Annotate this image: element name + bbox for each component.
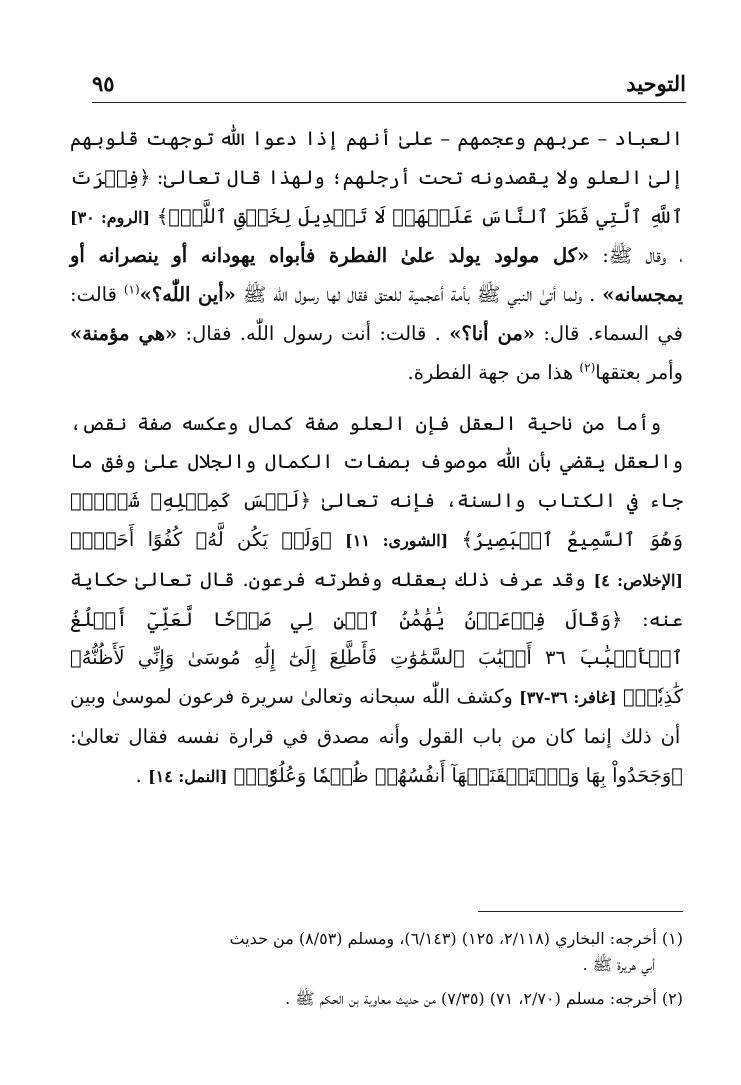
- verse-reference: [الشورى: ١١]: [345, 530, 449, 550]
- footnote-1: [70, 926, 683, 978]
- quran-verse: ﴿لَيۡسَ كَمِثۡلِهِۦ شَيۡءٞۖ وَهُوَ ٱلسَّمِيعُ ٱلۡبَصِيرُ﴾: [70, 489, 684, 551]
- text-span: قالت: في السماء. قال:: [70, 283, 684, 345]
- text-span: هذا من جهة الفطرة.: [407, 360, 574, 384]
- hadith-quote: «كل مولود يولد علىٰ الفطرة فأبواه يهودانه أو ينصرانه أو يمجسانه»: [70, 244, 683, 307]
- paragraph-fitra: [70, 120, 683, 393]
- quran-verse: ﴿فِطۡرَتَ ٱللَّهِ ٱلَّتِي فَطَرَ ٱلنَّاسَ عَلَيۡهَاۚ لَا تَبۡدِيلَ لِخَلۡقِ ٱللَّهِۚ﴾: [70, 165, 683, 228]
- hadith-quote: «هي مؤمنة»: [70, 321, 178, 345]
- verse-reference: [النمل: ١٤]: [148, 766, 228, 786]
- text-span: ، وقال ﷺ:: [589, 244, 683, 268]
- text-span: . قالت: أنت رسول اللّٰه. فقال:: [177, 321, 441, 345]
- footnotes: [70, 926, 683, 1020]
- main-text: [70, 120, 683, 797]
- page-number: ٩٥: [92, 71, 115, 96]
- text-span: . ولما أتىٰ النبي ﷺ بأمة أعجمية للعتق فقال لها رسول اللّٰه ﷺ: [235, 283, 596, 307]
- footnote-marker[interactable]: (١): [123, 282, 140, 297]
- quran-verse: ﴿وَلَمۡ يَكُن لَّهُۥ كُفُوًا أَحَدُۢ﴾: [70, 527, 332, 551]
- text-span: وأما من ناحية العقل فإن العلو صفة كمال وعكسه صفة نقص، والعقل يقضي بأن اللّٰه موصوف بصفات الكمال والجلال علىٰ وفق ما جاء في الكتاب والسنة، فإنه تعالىٰ: [70, 411, 683, 513]
- verse-reference: [غافر: ٣٦-٣٧]: [519, 688, 617, 708]
- footnote-text: أبي هريرة ﷺ .: [582, 955, 655, 974]
- verse-reference: [الإخلاص: ٤]: [593, 570, 683, 590]
- footnote-text: (٢) أخرجه: مسلم (٢/٧٠، ٧١) (٧/٣٥) من حديث معاوية بن الحكم ﷺ .: [285, 989, 683, 1008]
- hadith-quote: «من أنا؟»: [449, 321, 535, 345]
- hadith-quote: «أين اللّٰه؟»: [139, 283, 236, 307]
- text-span: وأمر بعتقها: [595, 360, 683, 384]
- footnote-marker[interactable]: (٢): [579, 360, 596, 375]
- quran-verse: ﴿وَقَالَ فِرۡعَوۡنُ يَٰهَٰمَٰنُ ٱبۡنِ لِي صَرۡحٗا لَّعَلِّيٓ أَبۡلُغُ ٱلۡأَسۡبَٰبَ ٣٦ أَسۡبَٰبَ ٱلسَّمَٰوَٰتِ فَأَطَّلِعَ إِلَىٰٓ إِلَٰهِ مُوسَىٰ وَإِنِّي لَأَظُنُّهُۥ كَٰذِبٗاۚ﴾: [70, 607, 684, 709]
- footnote-2: [70, 986, 683, 1012]
- page-header: [92, 62, 686, 103]
- text-span: وقد عرف ذلك بعقله وفطرته فرعون. قال تعالىٰ حكاية عنه:: [70, 567, 684, 631]
- quran-verse: ﴿وَجَحَدُواْ بِهَا وَٱسۡتَيۡقَنَتۡهَآ أَنفُسُهُمۡ ظُلۡمٗا وَعُلُوّٗاۚ﴾: [233, 763, 683, 787]
- verse-reference: [الروم: ٣٠]: [70, 207, 151, 227]
- text-span: العباد – عربهم وعجمهم – علىٰ أنهم إذا دعوا اللّٰه توجهت قلوبهم إلىٰ العلو ولا يقصدونه تحت أرجلهم؛ ولهذا قال تعالىٰ:: [70, 127, 683, 189]
- footnote-text: (١) أخرجه: البخاري (٢/١١٨، ١٢٥) (٦/١٤٣)، ومسلم (٨/٥٣) من حديث: [229, 929, 683, 948]
- footnote-divider: [478, 911, 683, 912]
- text-span: وكشف اللّٰه سبحانه وتعالىٰ سريرة فرعون لموسىٰ وبين أن ذلك إنما كان من باب القول وأنه مصدق في قرارة نفسه فقال تعالىٰ:: [70, 685, 681, 748]
- running-title: التوحيد: [626, 71, 686, 96]
- paragraph-reason: [70, 405, 683, 797]
- text-span: .: [135, 763, 142, 787]
